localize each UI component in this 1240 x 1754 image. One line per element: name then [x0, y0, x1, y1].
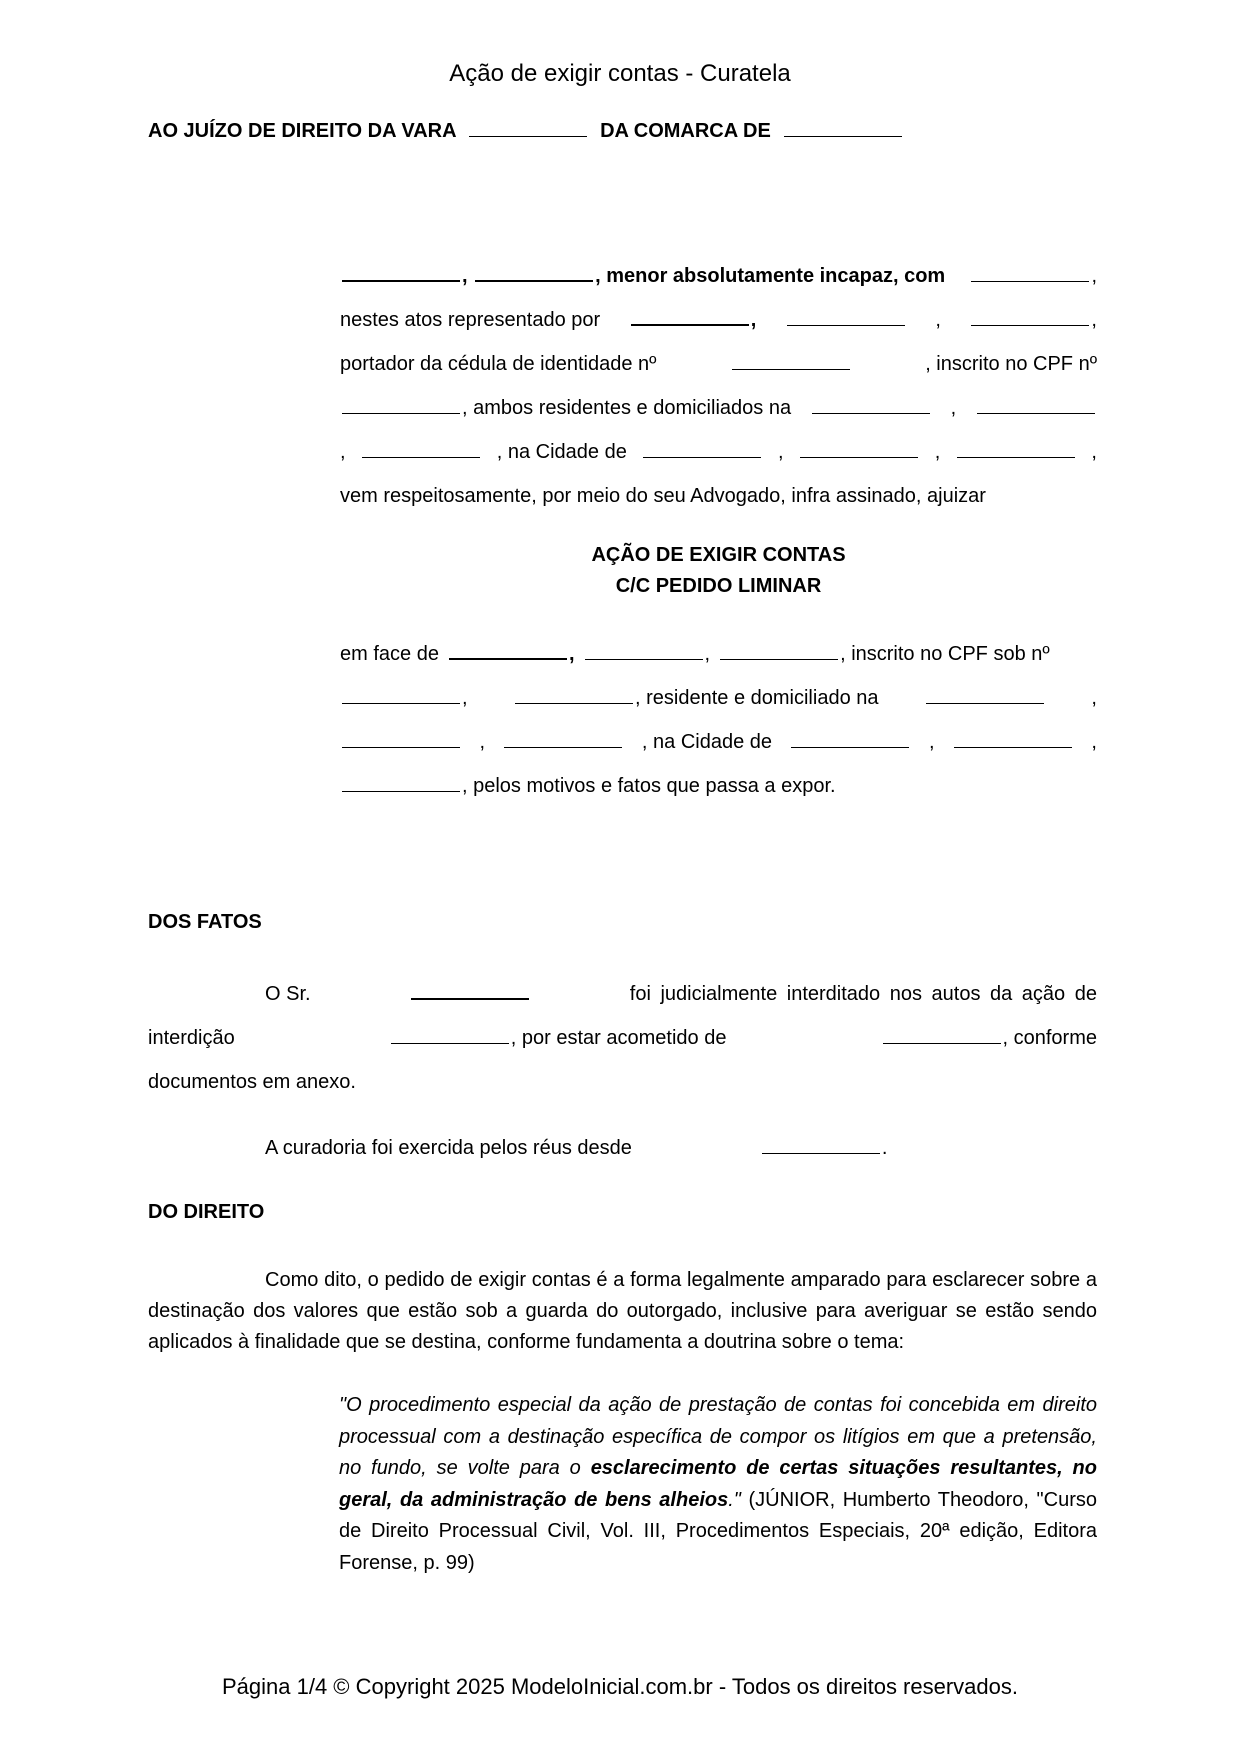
party-line3-cpf: , inscrito no CPF nº: [925, 353, 1097, 375]
defendant-line3-text: , na Cidade de: [641, 731, 773, 753]
defendant-line2-text: , residente e domiciliado na: [635, 687, 879, 709]
blank-field[interactable]: [732, 368, 850, 370]
defendant-line1-text: em face de: [340, 643, 439, 665]
defendant-block: em face de , , , inscrito no CPF sob nº , , residente e domiciliado na , , , na Cidade de , , , pelos motivos e fatos que passa a expor.: [340, 632, 1097, 808]
fatos-text: foi judicialmente interditado nos autos da ação de: [629, 983, 1097, 1005]
blank-field[interactable]: [800, 456, 918, 458]
blank-field[interactable]: [787, 324, 905, 326]
quote-italic: "O procedimento especial da ação de prestação de contas foi concebida em direito processual com a destinação específica de compor os litígios em que a pretensão, no fundo, se volte para o: [339, 1394, 1097, 1479]
fatos-text: documentos em anexo.: [148, 1071, 356, 1093]
blank-field[interactable]: [883, 1042, 1001, 1044]
blank-field[interactable]: [411, 997, 529, 1000]
section-heading-direito: DO DIREITO: [148, 1201, 265, 1223]
party-line4-text: , ambos residentes e domiciliados na: [462, 397, 792, 419]
defendant-cpf-text: , inscrito no CPF sob nº: [840, 643, 1050, 665]
action-title-line2: C/C PEDIDO LIMINAR: [615, 575, 822, 597]
blank-field[interactable]: [791, 746, 909, 748]
fatos-paragraph-2: [148, 1126, 1097, 1170]
party-line1-text: , menor absolutamente incapaz, com: [595, 265, 946, 287]
action-title-line1: AÇÃO DE EXIGIR CONTAS: [591, 544, 846, 566]
party-line2-text: nestes atos representado por: [340, 309, 601, 331]
party-line5-text: , na Cidade de: [496, 441, 627, 463]
page-footer: Página 1/4 © Copyright 2025 ModeloInicial.com.br - Todos os direitos reservados.: [222, 1674, 1018, 1699]
defendant-line4-text: , pelos motivos e fatos que passa a expor.: [462, 775, 836, 797]
action-title: [340, 540, 1097, 602]
blank-field[interactable]: [812, 412, 930, 414]
blank-field[interactable]: [515, 702, 633, 704]
fatos-text: interdição: [148, 1027, 235, 1049]
party-line6-text: vem respeitosamente, por meio do seu Advogado, infra assinado, ajuizar: [340, 485, 986, 507]
blank-field[interactable]: [475, 279, 593, 282]
direito-paragraph: Como dito, o pedido de exigir contas é a forma legalmente amparado para esclarecer sobre a destinação dos valores que estão sob a guarda do outorgado, inclusive para averiguar se estão sendo aplicados à finalidade que se destina, conforme fundamenta a doutrina sobre o tema:: [148, 1269, 1097, 1353]
fatos-text: , conforme: [1002, 1027, 1097, 1049]
blank-field[interactable]: [784, 135, 902, 137]
blank-field[interactable]: [342, 790, 460, 792]
court-heading-comarca: DA COMARCA DE: [600, 120, 771, 142]
fatos-text: O Sr.: [265, 983, 311, 1005]
blank-field[interactable]: [469, 135, 587, 137]
fatos-text: , por estar acometido de: [510, 1027, 727, 1049]
blank-field[interactable]: [926, 702, 1044, 704]
section-heading-fatos: DOS FATOS: [148, 911, 262, 933]
blank-field[interactable]: [449, 657, 567, 660]
blank-field[interactable]: [762, 1152, 880, 1154]
fatos-text: .: [881, 1137, 888, 1159]
blank-field[interactable]: [342, 746, 460, 748]
quote-end: .": [728, 1488, 741, 1511]
blank-field[interactable]: [585, 658, 703, 660]
document-title: Ação de exigir contas - Curatela: [449, 60, 791, 87]
court-heading: [148, 120, 904, 143]
blank-field[interactable]: [954, 746, 1072, 748]
fatos-text: A curadoria foi exercida pelos réus desde: [265, 1137, 632, 1159]
quote-bold: esclarecimento de certas situações resultantes, no geral, da administração de bens alheios: [339, 1457, 1097, 1511]
doctrine-quote: [339, 1390, 1097, 1579]
blank-field[interactable]: [971, 324, 1089, 326]
blank-field[interactable]: [643, 456, 761, 458]
blank-field[interactable]: [971, 280, 1089, 282]
blank-field[interactable]: [391, 1042, 509, 1044]
blank-field[interactable]: [957, 456, 1075, 458]
party-line3-text: portador da cédula de identidade nº: [340, 353, 657, 375]
blank-field[interactable]: [362, 456, 480, 458]
court-heading-vara: AO JUÍZO DE DIREITO DA VARA: [148, 120, 456, 142]
blank-field[interactable]: [720, 658, 838, 660]
blank-field[interactable]: [342, 702, 460, 704]
party-block: , , menor absolutamente incapaz, com , nestes atos representado por , , , portador da cédula de identidade nº , inscrito no CPF nº , ambos residentes e domiciliados na , , , na Cidade de , , , vem respeitosamente, por meio do seu Advogado, infra assinado, ajuizar: [340, 254, 1097, 518]
blank-field[interactable]: [504, 746, 622, 748]
blank-field[interactable]: [342, 279, 460, 282]
quote-citation: (JÚNIOR, Humberto Theodoro, "Curso de Direito Processual Civil, Vol. III, Procedimentos Especiais, 20ª edição, Editora Forense, p. 99): [339, 1488, 1097, 1574]
blank-field[interactable]: [977, 412, 1095, 414]
fatos-paragraph-1: [148, 972, 1097, 1104]
blank-field[interactable]: [631, 323, 749, 326]
blank-field[interactable]: [342, 412, 460, 414]
